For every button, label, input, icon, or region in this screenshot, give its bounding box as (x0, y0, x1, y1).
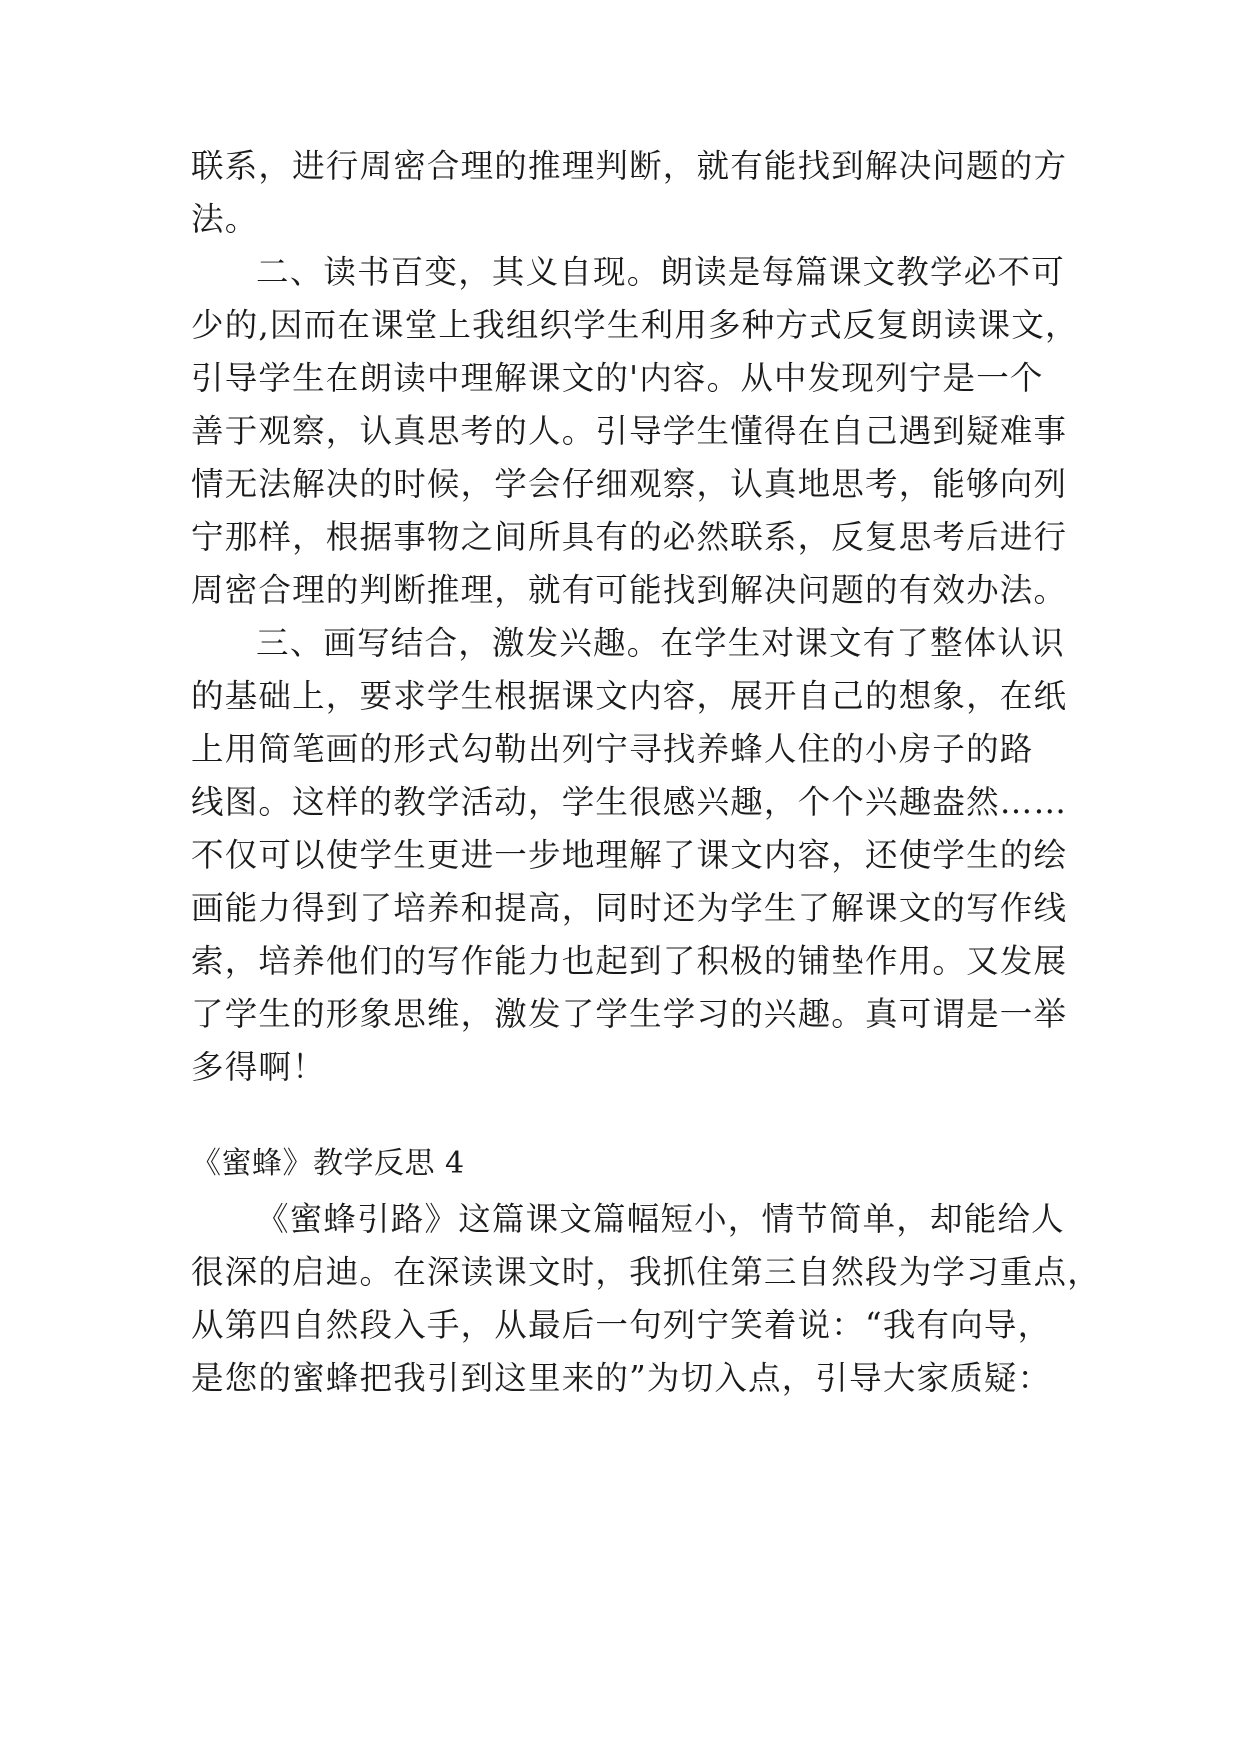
paragraph-line: 法。 (191, 200, 259, 238)
paragraph-line: 不仅可以使学生更进一步地理解了课文内容，还使学生的绘 (191, 836, 1068, 874)
paragraph-line: 画能力得到了培养和提高，同时还为学生了解课文的写作线 (191, 889, 1068, 927)
paragraph-line: 周密合理的判断推理，就有可能找到解决问题的有效办法。 (191, 571, 1068, 609)
paragraph-line: 《蜜蜂引路》这篇课文篇幅短小，情节简单，却能给人 (256, 1200, 1065, 1238)
paragraph-line: 的基础上，要求学生根据课文内容，展开自己的想象，在纸 (191, 677, 1068, 715)
paragraph-line: 三、画写结合，激发兴趣。在学生对课文有了整体认识 (256, 624, 1065, 662)
paragraph-line: 善于观察，认真思考的人。引导学生懂得在自己遇到疑难事 (191, 412, 1068, 450)
paragraph-line: 少的,因而在课堂上我组织学生利用多种方式反复朗读课文， (191, 306, 1079, 344)
paragraph-line: 索，培养他们的写作能力也起到了积极的铺垫作用。又发展 (191, 942, 1068, 980)
paragraph-line: 引导学生在朗读中理解课文的'内容。从中发现列宁是一个 (191, 359, 1044, 397)
paragraph-line: 二、读书百变，其义自现。朗读是每篇课文教学必不可 (256, 253, 1065, 291)
paragraph-line: 很深的启迪。在深读课文时，我抓住第三自然段为学习重点， (191, 1253, 1101, 1291)
paragraph-line: 线图。这样的教学活动，学生很感兴趣，个个兴趣盎然…… (191, 783, 1068, 821)
paragraph-line: 宁那样，根据事物之间所具有的必然联系，反复思考后进行 (191, 518, 1068, 556)
paragraph-line: 情无法解决的时候，学会仔细观察，认真地思考，能够向列 (191, 465, 1068, 503)
paragraph-line: 了学生的形象思维，激发了学生学习的兴趣。真可谓是一举 (191, 995, 1068, 1033)
section-heading: 《蜜蜂》教学反思 4 (191, 1146, 465, 1181)
paragraph-line: 从第四自然段入手，从最后一句列宁笑着说：“我有向导， (191, 1306, 1052, 1344)
paragraph-line: 上用简笔画的形式勾勒出列宁寻找养蜂人住的小房子的路 (191, 730, 1034, 768)
paragraph-line: 多得啊！ (191, 1048, 326, 1086)
paragraph-line: 是您的蜜蜂把我引到这里来的”为切入点，引导大家质疑： (191, 1359, 1052, 1397)
paragraph-line: 联系，进行周密合理的推理判断，就有能找到解决问题的方 (191, 147, 1068, 185)
